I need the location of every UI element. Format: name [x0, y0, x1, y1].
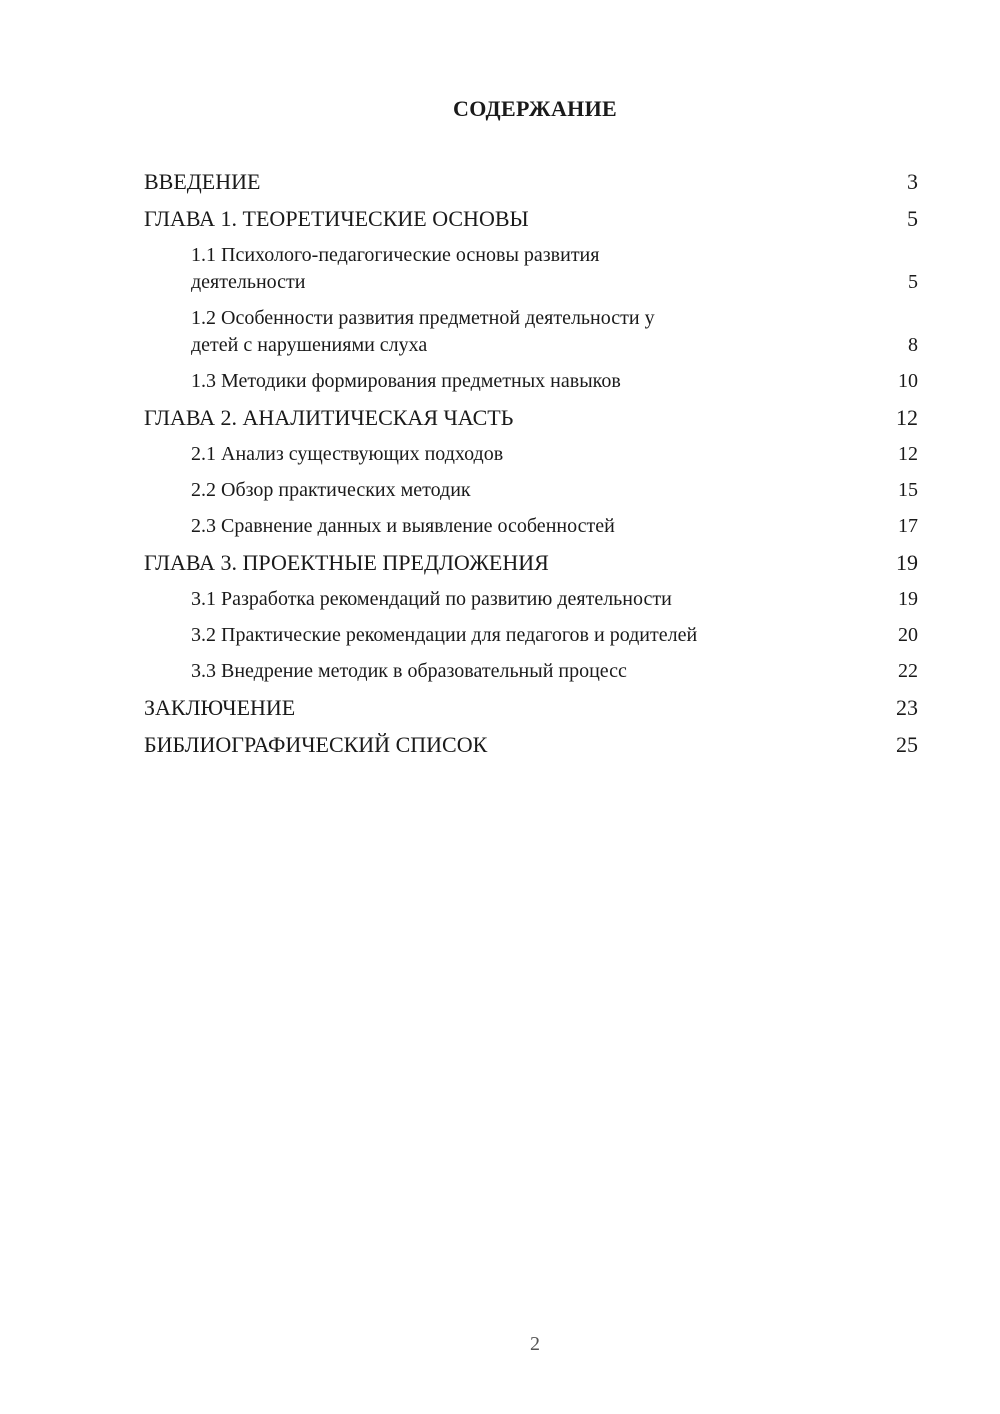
toc-entry-label: 3.3 Внедрение методик в образовательный процесс — [191, 660, 627, 682]
toc-entry-label: ЗАКЛЮЧЕНИЕ — [144, 695, 296, 720]
toc-entry-page: 5 — [907, 206, 918, 231]
toc-entry-label: ГЛАВА 1. ТЕОРЕТИЧЕСКИЕ ОСНОВЫ — [144, 206, 529, 231]
toc-entry-chapter-1 — [144, 205, 918, 233]
toc-entry-chapter-3 — [144, 549, 918, 577]
toc-entry-label: ГЛАВА 2. АНАЛИТИЧЕСКАЯ ЧАСТЬ — [144, 405, 514, 430]
toc-entry-label: 3.1 Разработка рекомендаций по развитию деятельности — [191, 588, 672, 610]
toc-entry-section-1-2 — [144, 305, 918, 359]
toc-entry-label: 2.1 Анализ существующих подходов — [191, 443, 504, 465]
toc-entry-section-3-3 — [144, 658, 918, 685]
toc-entry-section-3-2 — [144, 622, 918, 649]
toc-entry-page: 17 — [898, 515, 918, 537]
toc-entry-page: 25 — [896, 732, 918, 757]
toc-entry-page: 3 — [907, 169, 918, 194]
toc-entry-page: 12 — [898, 443, 918, 465]
toc-entry-page: 20 — [898, 624, 918, 646]
toc-entry-section-2-2 — [144, 477, 918, 504]
toc-entry-section-2-1 — [144, 441, 918, 468]
toc-entry-page: 8 — [908, 334, 918, 356]
table-of-contents — [144, 168, 918, 768]
toc-entry-section-3-1 — [144, 586, 918, 613]
toc-entry-page: 5 — [908, 271, 918, 293]
toc-entry-label: 1.1 Психолого-педагогические основы развития деятельности — [191, 244, 600, 293]
toc-entry-section-2-3 — [144, 513, 918, 540]
toc-title: СОДЕРЖАНИЕ — [453, 96, 617, 121]
toc-entry-page: 12 — [896, 405, 918, 430]
toc-entry-page: 19 — [896, 550, 918, 575]
toc-entry-conclusion — [144, 694, 918, 722]
toc-entry-label: 1.3 Методики формирования предметных навыков — [191, 370, 621, 392]
toc-entry-page: 19 — [898, 588, 918, 610]
toc-entry-label: 2.3 Сравнение данных и выявление особенностей — [191, 515, 615, 537]
toc-entry-label: ГЛАВА 3. ПРОЕКТНЫЕ ПРЕДЛОЖЕНИЯ — [144, 550, 549, 575]
toc-entry-label: 1.2 Особенности развития предметной деятельности у детей с нарушениями слуха — [191, 307, 655, 356]
toc-entry-bibliography — [144, 731, 918, 759]
toc-entry-chapter-2 — [144, 404, 918, 432]
toc-entry-introduction — [144, 168, 918, 196]
toc-entry-label: ВВЕДЕНИЕ — [144, 169, 261, 194]
toc-entry-page: 15 — [898, 479, 918, 501]
toc-entry-section-1-3 — [144, 368, 918, 395]
toc-entry-page: 22 — [898, 660, 918, 682]
toc-entry-section-1-1 — [144, 242, 918, 296]
toc-entry-label: БИБЛИОГРАФИЧЕСКИЙ СПИСОК — [144, 732, 488, 757]
toc-entry-page: 10 — [898, 370, 918, 392]
toc-entry-page: 23 — [896, 695, 918, 720]
page-number: 2 — [530, 1333, 540, 1355]
toc-entry-label: 3.2 Практические рекомендации для педагогов и родителей — [191, 624, 698, 646]
toc-entry-label: 2.2 Обзор практических методик — [191, 479, 471, 501]
